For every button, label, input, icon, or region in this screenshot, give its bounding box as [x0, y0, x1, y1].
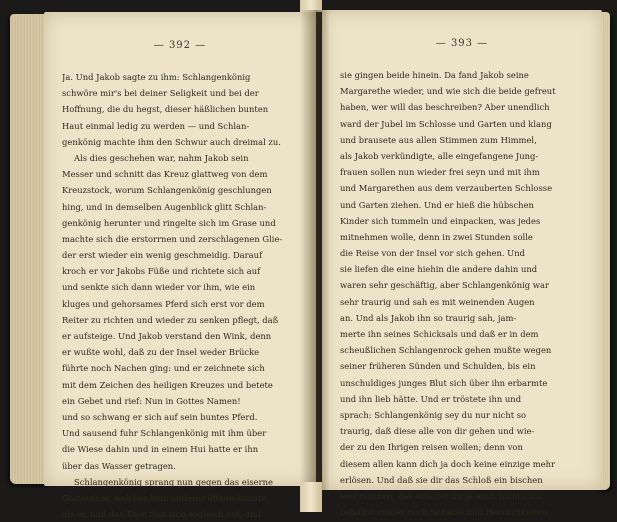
- right-page-number: — 393 —: [435, 38, 489, 49]
- text-line: Gartenthor, welches kein anderer öffnen konnte: [62, 492, 267, 503]
- right-page: [322, 10, 602, 518]
- text-line: Hoffnung, die du hegst, dieser häßlichen bunten: [62, 104, 269, 115]
- text-line: diesem allen kann dich ja doch keine einzige mehr: [340, 458, 556, 469]
- text-line: und Margarethen aus dem verzauberten Schlosse: [340, 183, 553, 194]
- text-line: als Jakob verkündigte, alle eingefangene Jung-: [340, 150, 539, 161]
- text-line: erlösen. Und daß sie dir das Schloß ein bischen: [340, 474, 543, 485]
- text-line: leer machen, das schadet dir ja auch nichts: du: [340, 490, 542, 501]
- text-line: sehr traurig und sah es mit weinenden Augen: [340, 296, 535, 307]
- text-line: Und sausend fuhr Schlangenkönig mit ihm über: [62, 428, 267, 439]
- text-line: er aufsteige. Und Jakob verstand den Wink, denn: [62, 331, 272, 341]
- text-line: scheußlichen Schlangenrock gehen mußte wegen: [340, 345, 552, 356]
- text-line: Haut einmal ledig zu werden — und Schlan-: [62, 120, 250, 131]
- text-line: seiner früheren Sünden und Schulden, bis ein: [340, 361, 536, 372]
- text-line: sie gingen beide hinein. Da fand Jakob seine: [340, 70, 529, 80]
- text-line: waren sehr geschäftig, aber Schlangenkönig war: [340, 280, 549, 291]
- text-line: sprach: Schlangenkönig sey du nur nicht so: [340, 409, 527, 420]
- text-line: Als dies geschehen war, nahm Jakob sein: [74, 152, 249, 163]
- text-line: kroch er vor Jakobs Füße und richtete sich auf: [62, 266, 261, 277]
- text-line: Kreuzstock, worum Schlangenkönig geschlungen: [62, 185, 272, 196]
- left-page-text: [62, 69, 308, 522]
- text-line: mitnehmen wolle, denn in zwei Stunden solle: [340, 231, 533, 242]
- text-line: der zu den Ihrigen reisen wollen; denn von: [340, 442, 523, 453]
- text-line: und so schwang er sich auf sein buntes Pferd.: [62, 411, 258, 422]
- text-line: behältst immer noch Schätze und Herrlichkeiten: [340, 507, 548, 518]
- right-page-text: [340, 67, 588, 520]
- text-line: Reiter zu richten und wieder zu senken pflegt, daß: [62, 314, 279, 325]
- text-line: hing, und in demselben Augenblick glitt Schlan-: [62, 201, 267, 212]
- text-line: genkönig herunter und ringelte sich im Grase und: [62, 217, 276, 228]
- text-line: und ihn lieb hätte. Und er tröstete ihn und: [340, 393, 522, 404]
- text-line: haben, wer will das beschreiben? Aber unendlich: [340, 102, 550, 113]
- text-line: schwöre mir's bei deiner Seligkeit und bei der: [62, 88, 259, 99]
- left-page-number: — 392 —: [153, 40, 207, 51]
- left-page: [44, 12, 316, 520]
- text-line: Schlangenkönig sprang nun gegen das eiserne: [74, 476, 273, 487]
- text-line: und senkte sich dann wieder vor ihm, wie ein: [62, 282, 256, 293]
- text-line: machte sich die erstorrnen und zerschlagenen Glie-: [62, 233, 283, 244]
- text-line: merte ihn seines Schicksals und daß er in dem: [340, 329, 539, 339]
- text-line: traurig, daß diese alle von dir gehen und wie-: [340, 426, 535, 437]
- text-line: über das Wasser getragen.: [62, 460, 176, 471]
- text-line: unschuldiges junges Blut sich über ihn erbarmte: [340, 377, 548, 388]
- text-line: ein Gebet und rief: Nun in Gottes Namen!: [62, 395, 241, 406]
- text-line: Margarethe wieder, und wie sich die beide gefreut: [340, 86, 556, 97]
- text-line: und brausete aus allen Stimmen zum Himmel,: [340, 134, 537, 145]
- text-line: der erst wieder ein wenig geschmeidig. Darauf: [62, 250, 263, 261]
- bookmark-ribbon: [300, 482, 322, 512]
- text-line: die Reise von der Insel vor sich gehen. Und: [340, 248, 525, 259]
- text-line: an. Und als Jakob ihn so traurig sah, jam-: [340, 312, 517, 323]
- text-line: und Garten ziehen. Und er hieß die hübschen: [340, 199, 534, 210]
- text-line: die Wiese dahin und in einem Hui hatte er ihn: [62, 444, 259, 455]
- text-line: mit dem Zeichen des heiligen Kreuzes und betete: [62, 379, 273, 390]
- text-line: er wußte wohl, daß zu der Insel weder Brücke: [62, 347, 260, 358]
- text-line: als er, und das Thor that sich sogleich auf, und: [62, 509, 261, 520]
- text-line: kluges und gehorsames Pferd sich erst vor dem: [62, 298, 265, 309]
- text-line: Ja. Und Jakob sagte zu ihm: Schlangenkönig: [62, 72, 251, 82]
- text-line: Messer und schnitt das Kreuz glattweg von dem: [62, 169, 268, 180]
- text-line: sie liefen die eine hiehin die andere dahin und: [340, 264, 538, 275]
- text-line: ward der Jubel im Schlosse und Garten und klang: [340, 118, 552, 129]
- text-line: frauen sollen nun wieder frei seyn und mit ihm: [340, 167, 540, 178]
- book-gutter: [300, 10, 330, 490]
- text-line: genkönig machte ihm den Schwur auch dreimal zu.: [62, 136, 281, 147]
- text-line: Kinder sich tummeln und einpacken, was jedes: [340, 215, 541, 226]
- text-line: führte noch Nachen ging: und er zeichnete sich: [62, 363, 265, 374]
